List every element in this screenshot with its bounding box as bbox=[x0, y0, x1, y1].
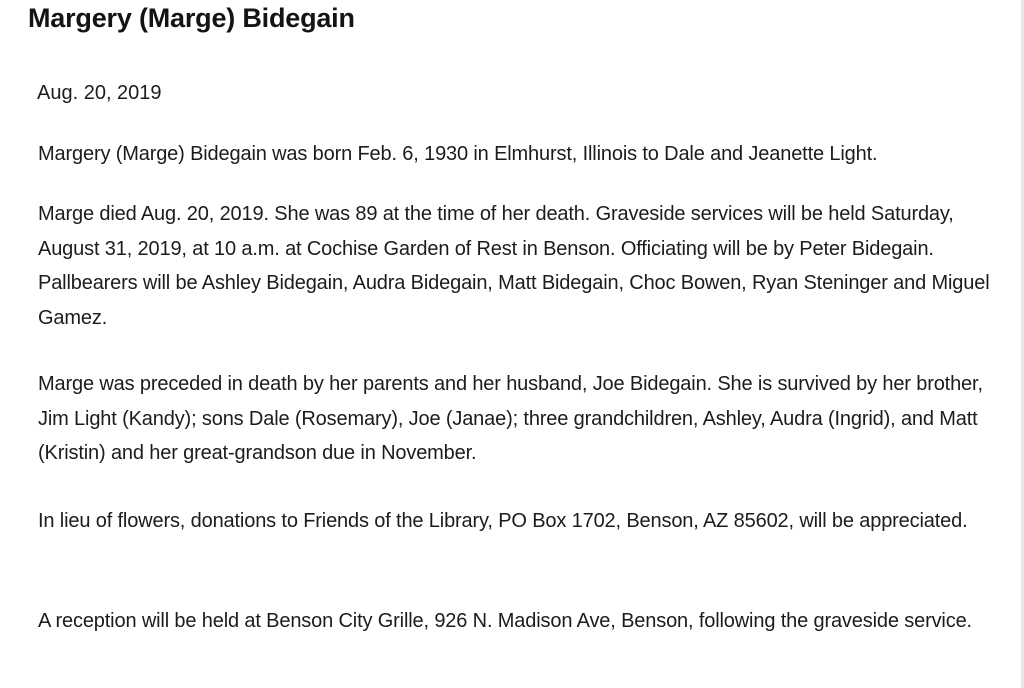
paragraph-birth: Margery (Marge) Bidegain was born Feb. 6, 1930 in Elmhurst, Illinois to Dale and Jeanette Light. bbox=[38, 143, 878, 165]
obituary-date: Aug. 20, 2019 bbox=[37, 82, 162, 104]
page-title: Margery (Marge) Bidegain bbox=[28, 3, 355, 33]
paragraph-survivors: Marge was preceded in death by her parents and her husband, Joe Bidegain. She is survived by her brother, Jim Light (Kandy); sons Dale (Rosemary), Joe (Janae); three grandchildren, Ashley, Audra (Ingrid), and Matt (Kristin) and her great-grandson due in November. bbox=[38, 373, 983, 464]
paragraph-donations: In lieu of flowers, donations to Friends of the Library, PO Box 1702, Benson, AZ 85602, will be appreciated. bbox=[38, 510, 968, 532]
paragraph-services: Marge died Aug. 20, 2019. She was 89 at the time of her death. Graveside services will be held Saturday, August 31, 2019, at 10 a.m. at Cochise Garden of Rest in Benson. Officiating will be by Peter Bidegain. Pallbearers will be Ashley Bidegain, Audra Bidegain, Matt Bidegain, Choc Bowen, Ryan Steninger and Miguel Gamez. bbox=[38, 203, 990, 329]
paragraph-reception: A reception will be held at Benson City Grille, 926 N. Madison Ave, Benson, following the graveside service. bbox=[38, 610, 972, 632]
